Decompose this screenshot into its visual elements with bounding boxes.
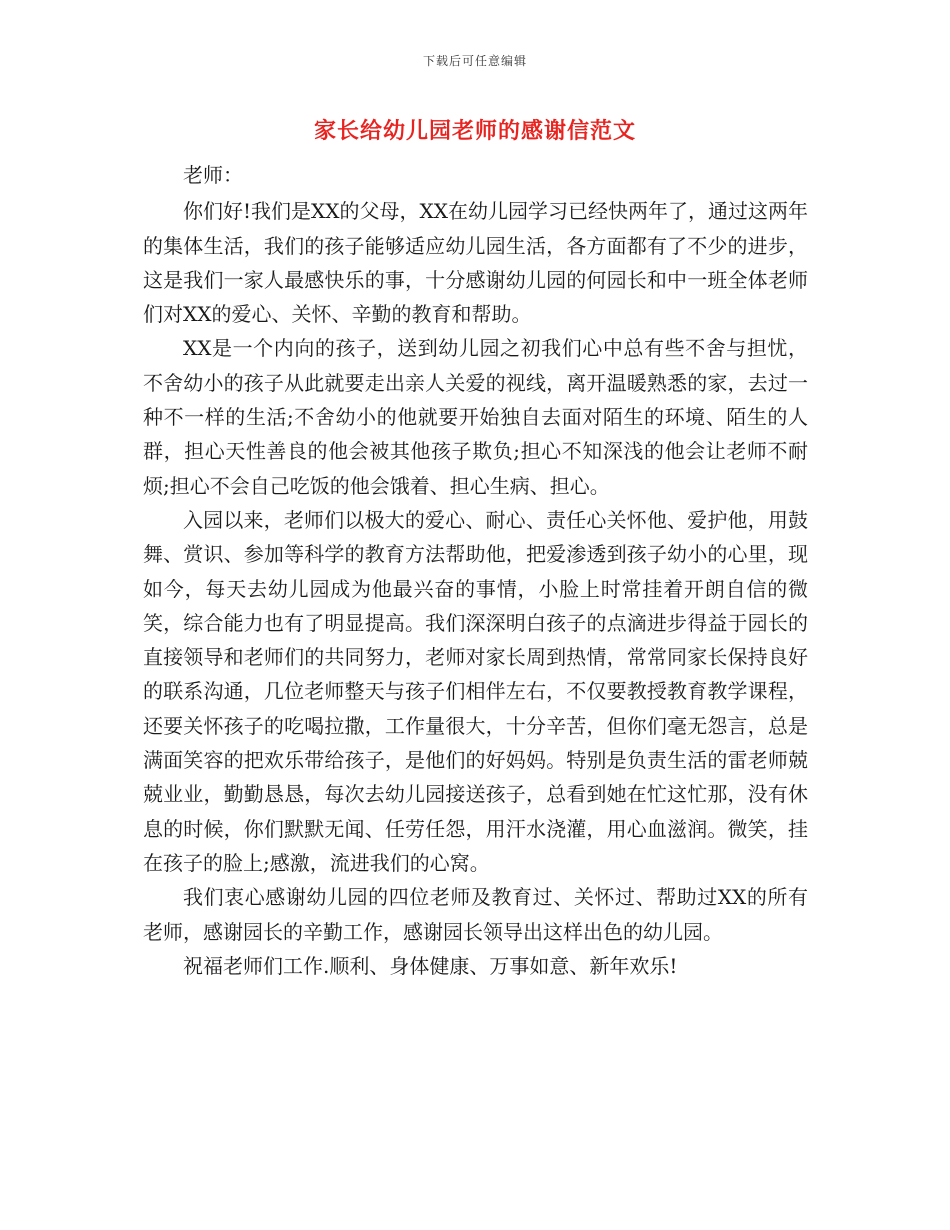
letter-body — [143, 158, 808, 983]
letter-paragraph-5: 祝福老师们工作.顺利、身体健康、万事如意、新年欢乐! — [183, 953, 678, 978]
letter-paragraph-3: 入园以来，老师们以极大的爱心、耐心、责任心关怀他、爱护他，用鼓舞、赏识、参加等科学的教育方法帮助他，把爱渗透到孩子幼小的心里，现如今，每天去幼儿园成为他最兴奋的事情，小脸上时常挂着开朗自信的微笑，综合能力也有了明显提高。我们深深明白孩子的点滴进步得益于园长的直接领导和老师们的共同努力，老师对家长周到热情，常常同家长保持良好的联系沟通，几位老师整天与孩子们相伴左右，不仅要教授教育教学课程，还要关怀孩子的吃喝拉撒，工作量很大，十分辛苦，但你们毫无怨言，总是满面笑容的把欢乐带给孩子，是他们的好妈妈。特别是负责生活的雷老师兢兢业业，勤勤恳恳，每次去幼儿园接送孩子，总看到她在忙这忙那，没有休息的时候，你们默默无闻、任劳任怨，用汗水浇灌，用心血滋润。微笑，挂在孩子的脸上;感激，流进我们的心窝。 — [143, 507, 808, 875]
letter-paragraph-2: XX是一个内向的孩子，送到幼儿园之初我们心中总有些不舍与担忧，不舍幼小的孩子从此就要走出亲人关爱的视线，离开温暖熟悉的家，去过一种不一样的生活;不舍幼小的他就要开始独自去面对陌生的环境、陌生的人群，担心天性善良的他会被其他孩子欺负;担心不知深浅的他会让老师不耐烦;担心不会自己吃饭的他会饿着、担心生病、担心。 — [143, 336, 808, 498]
letter-paragraph-1: 你们好!我们是XX的父母，XX在幼儿园学习已经快两年了，通过这两年的集体生活，我们的孩子能够适应幼儿园生活，各方面都有了不少的进步，这是我们一家人最感快乐的事，十分感谢幼儿园的何园长和中一班全体老师们对XX的爱心、关怀、辛勤的教育和帮助。 — [143, 199, 808, 327]
page-header-note: 下载后可任意编辑 — [422, 54, 527, 68]
letter-salutation: 老师： — [183, 163, 243, 187]
document-title: 家长给幼儿园老师的感谢信范文 — [313, 118, 636, 144]
letter-paragraph-4: 我们衷心感谢幼儿园的四位老师及教育过、关怀过、帮助过XX的所有老师，感谢园长的辛勤工作，感谢园长领导出这样出色的幼儿园。 — [143, 885, 808, 944]
